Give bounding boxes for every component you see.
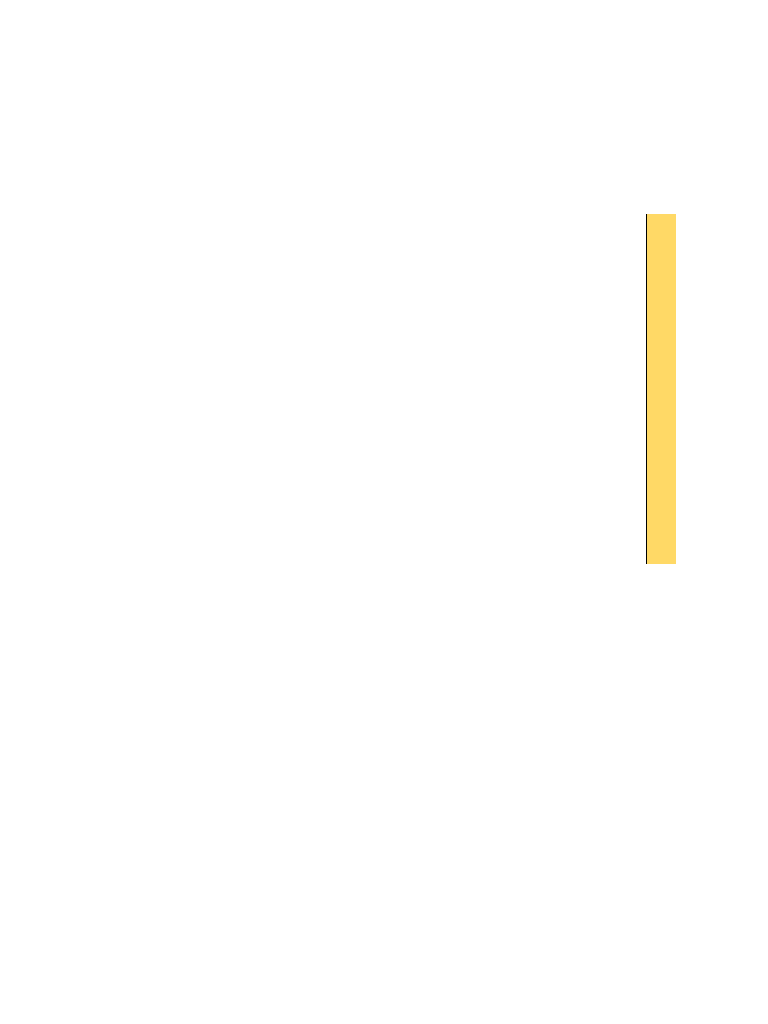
pts-vertical-band (646, 214, 676, 564)
page-edge (676, 0, 768, 1024)
